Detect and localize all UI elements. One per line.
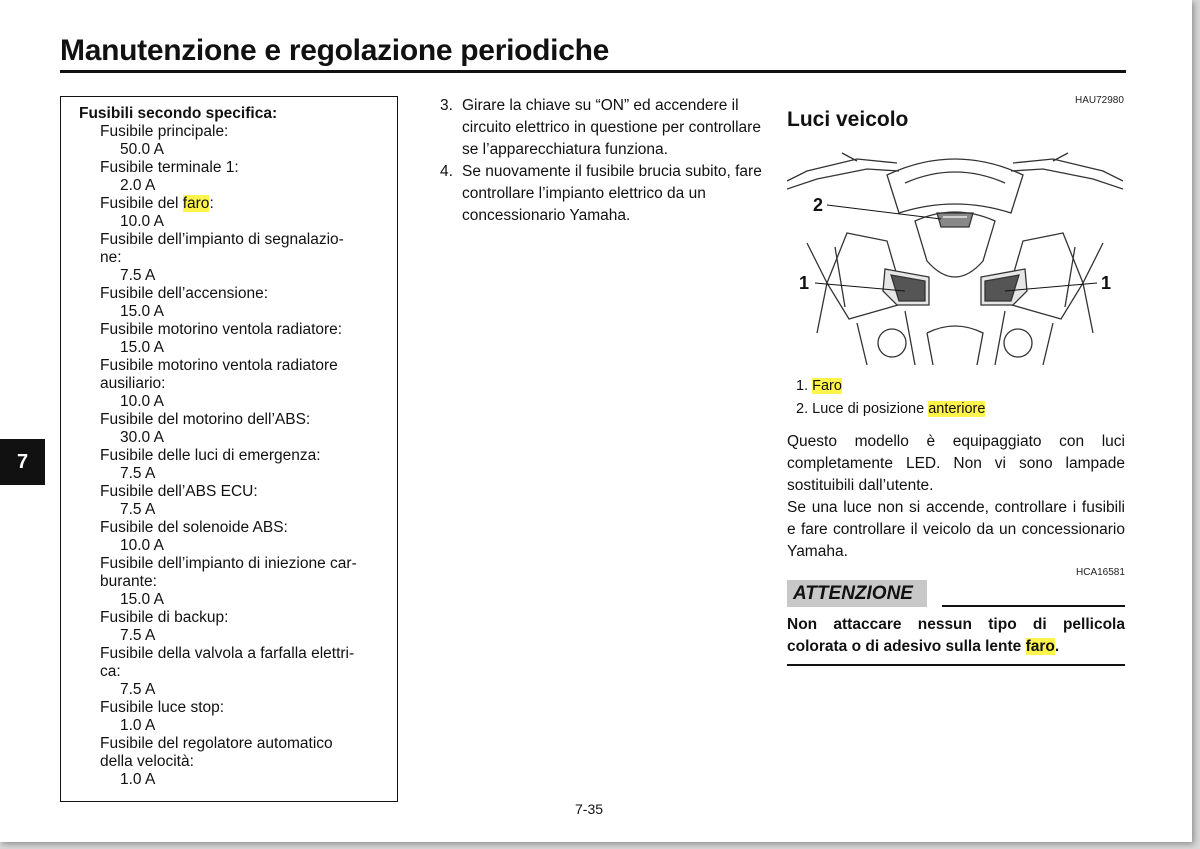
fuse-value: 15.0 A	[120, 303, 164, 320]
fuse-name: Fusibile motorino ventola radiatore:	[100, 321, 343, 338]
fuse-name: della velocità:	[100, 753, 194, 770]
fuse-name: ausiliario:	[100, 375, 166, 392]
page-number: 7-35	[575, 801, 604, 817]
fuse-name: Fusibile di backup:	[100, 609, 229, 626]
fuse-spec-heading: Fusibili secondo specifica:	[79, 105, 278, 122]
step-number: 4.	[440, 163, 453, 180]
fuse-name: ca:	[100, 663, 121, 680]
lights-description	[787, 431, 1125, 563]
fuse-value: 10.0 A	[120, 213, 164, 230]
fuse-name: burante:	[100, 573, 157, 590]
fuse-name: Fusibile del motorino dell’ABS:	[100, 411, 311, 428]
figure-label-headlight-right: 1	[1101, 273, 1112, 293]
caution-highlight: faro	[1025, 638, 1055, 655]
fuse-value: 7.5 A	[120, 501, 156, 518]
title-rule	[60, 70, 1126, 73]
fuse-name: Fusibile del regolatore automatico	[100, 735, 333, 752]
step-4	[440, 161, 762, 227]
fuse-value: 2.0 A	[120, 177, 156, 194]
fuse-name: Fusibile delle luci di emergenza:	[100, 447, 321, 464]
caption-2: 2. Luce di posizione anteriore	[796, 401, 986, 417]
section-code: HAU72980	[1075, 95, 1124, 106]
headlight-illustration	[787, 143, 1123, 365]
fuse-value: 7.5 A	[120, 465, 156, 482]
step-3	[440, 95, 762, 161]
figure-label-headlight-left: 1	[799, 273, 810, 293]
chapter-tab: 7	[0, 439, 45, 485]
fuse-value: 7.5 A	[120, 627, 156, 644]
fuse-spec-box	[60, 96, 398, 802]
fuse-value: 50.0 A	[120, 141, 164, 158]
caption-highlight: anteriore	[928, 401, 986, 417]
paragraph: Questo modello è equipaggiato con luci completamente LED. Non vi sono lampade sostituibili dall’utente.	[787, 433, 1125, 494]
caption-1	[796, 375, 985, 398]
fuse-value: 7.5 A	[120, 681, 156, 698]
figure-captions	[796, 375, 985, 421]
caption-number: 2.	[796, 401, 809, 417]
fuse-name: Fusibile dell’impianto di segnalazio-	[100, 231, 344, 248]
fuse-name: ne:	[100, 249, 122, 266]
fuse-value: 15.0 A	[120, 591, 164, 608]
fuse-value: 7.5 A	[120, 267, 156, 284]
caution-rule	[942, 605, 1125, 607]
fuse-value: 10.0 A	[120, 393, 164, 410]
fuse-spec-list	[79, 105, 391, 789]
fuse-name: Fusibile terminale 1:	[100, 159, 239, 176]
fuse-name: Fusibile del solenoide ABS:	[100, 519, 288, 536]
fuse-name: Fusibile principale:	[100, 123, 229, 140]
fuse-name: Fusibile motorino ventola radiatore	[100, 357, 338, 374]
fuse-name-highlight: faro	[182, 195, 210, 212]
caution-bottom-rule	[787, 664, 1125, 666]
caution-label: ATTENZIONE	[787, 580, 927, 607]
fuse-name: Fusibile luce stop:	[100, 699, 225, 716]
fuse-value: 1.0 A	[120, 771, 156, 788]
caution-code: HCA16581	[1076, 567, 1125, 578]
page-title: Manutenzione e regolazione periodiche	[60, 34, 609, 67]
step-number: 3.	[440, 97, 453, 114]
fuse-name: Fusibile del faro:	[100, 195, 214, 212]
fuse-value: 1.0 A	[120, 717, 156, 734]
paragraph: Se una luce non si accende, controllare i fusibili e fare controllare il veicolo da un concessionario Yamaha.	[787, 499, 1125, 560]
caption-highlight: Faro	[812, 378, 842, 394]
fuse-value: 10.0 A	[120, 537, 164, 554]
step-text: Girare la chiave su “ON” ed accendere il circuito elettrico in questione per controllare se l’apparecchiatura funziona.	[462, 97, 761, 158]
steps-column	[440, 95, 762, 227]
step-text: Se nuovamente il fusibile brucia subito, fare controllare l’impianto elettrico da un concessionario Yamaha.	[462, 163, 762, 224]
fuse-name: Fusibile dell’impianto di iniezione car-	[100, 555, 357, 572]
caution-text: Non attaccare nessun tipo di pellicola colorata o di adesivo sulla lente faro.	[787, 616, 1125, 655]
fuse-value: 30.0 A	[120, 429, 164, 446]
caption-number: 1.	[796, 378, 809, 394]
fuse-name: Fusibile dell’ABS ECU:	[100, 483, 258, 500]
fuse-name: Fusibile dell’accensione:	[100, 285, 269, 302]
fuse-name: Fusibile della valvola a farfalla elettri-	[100, 645, 355, 662]
section-title: Luci veicolo	[787, 108, 909, 131]
fuse-value: 15.0 A	[120, 339, 164, 356]
figure-label-light-2: 2	[813, 195, 824, 215]
